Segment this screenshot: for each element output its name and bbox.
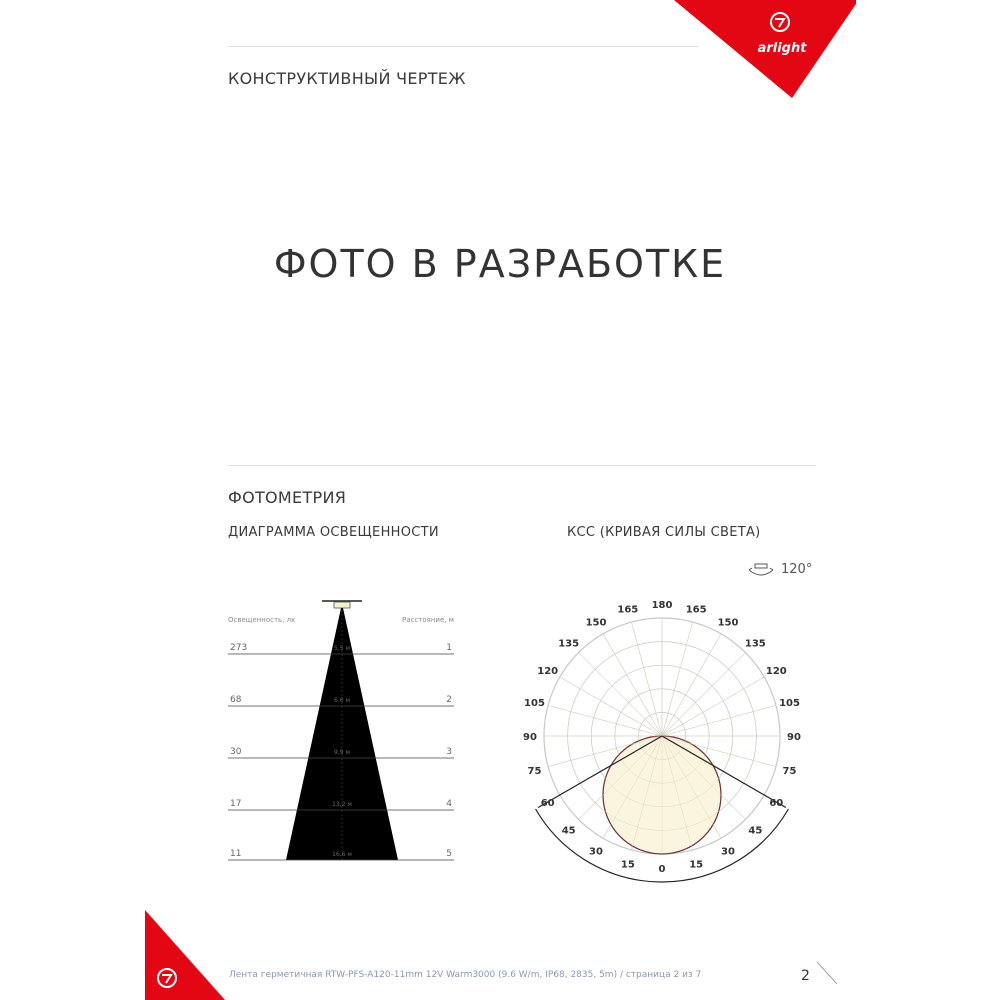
angle-label: 135 — [558, 638, 580, 650]
logo-text: arlight — [757, 41, 807, 56]
svg-text:1: 1 — [446, 643, 452, 653]
angle-label: 0 — [658, 864, 666, 875]
angle-label: 105 — [524, 697, 545, 709]
polar-spoke-overlay — [548, 705, 662, 736]
angle-label: 45 — [748, 825, 763, 837]
luminous-intensity-title: КСС (КРИВАЯ СИЛЫ СВЕТА) — [567, 525, 761, 540]
polar-grid — [536, 618, 789, 882]
polar-spoke-overlay — [631, 622, 662, 736]
svg-text:4: 4 — [446, 799, 452, 809]
beam-angle-value: 120° — [781, 562, 813, 577]
angle-label: 15 — [689, 859, 704, 871]
section-divider — [228, 465, 816, 466]
polar-spoke-overlay — [662, 622, 693, 736]
illuminance-diagram-title: ДИАГРАММА ОСВЕЩЕННОСТИ — [228, 525, 439, 540]
angle-label: 135 — [744, 638, 766, 650]
angle-label: 30 — [721, 846, 735, 858]
svg-text:273: 273 — [230, 643, 248, 653]
svg-text:16,6 м: 16,6 м — [332, 851, 352, 858]
svg-text:11: 11 — [230, 849, 242, 859]
header-divider — [228, 46, 698, 47]
angle-label: 90 — [787, 732, 801, 743]
angle-label: 15 — [620, 859, 635, 871]
page-number: 2 — [801, 968, 810, 984]
angle-label: 90 — [523, 732, 537, 743]
angle-label: 150 — [585, 617, 607, 629]
photo-placeholder: ФОТО В РАЗРАБОТКЕ — [273, 242, 727, 286]
polar-spoke-overlay — [662, 705, 776, 736]
svg-text:30: 30 — [230, 747, 242, 757]
illuminance-diagram — [226, 592, 458, 872]
polar-spoke-overlay — [662, 634, 721, 736]
polar-spoke-overlay — [662, 677, 764, 736]
angle-label: 30 — [589, 846, 603, 858]
angle-label: 165 — [685, 604, 707, 616]
svg-text:5: 5 — [446, 849, 452, 859]
angle-label: 75 — [782, 766, 797, 778]
angle-label: 60 — [769, 798, 784, 809]
polar-intensity-diagram — [515, 595, 810, 890]
svg-text:68: 68 — [230, 695, 242, 705]
angle-label: 120 — [765, 666, 787, 677]
svg-text:5,5 м: 5,5 м — [334, 645, 350, 652]
page-corner-mark — [815, 960, 839, 986]
footer-caption: Лента герметичная RTW-PFS-A120-11mm 12V Warm3000 (9.6 W/m, IP68, 2835, 5m) / страница 2 из 7 — [229, 970, 702, 980]
svg-text:6,6 м: 6,6 м — [334, 697, 350, 704]
svg-text:2: 2 — [446, 695, 452, 705]
svg-text:9,9 м: 9,9 м — [334, 749, 350, 756]
svg-text:3: 3 — [446, 747, 452, 757]
svg-text:13,2 м: 13,2 м — [332, 801, 352, 808]
polar-spoke-overlay — [603, 634, 662, 736]
polar-spoke-overlay — [579, 653, 662, 736]
angle-label: 180 — [651, 600, 673, 611]
svg-text:17: 17 — [230, 799, 242, 809]
angle-label: 105 — [779, 697, 800, 709]
polar-spoke-overlay — [560, 677, 662, 736]
angle-label: 75 — [527, 766, 542, 778]
beam-angle-icon — [746, 560, 776, 580]
section-title-construction: КОНСТРУКТИВНЫЙ ЧЕРТЕЖ — [228, 69, 466, 88]
brand-logo — [670, 0, 860, 100]
section-title-photometry: ФОТОМЕТРИЯ — [228, 488, 347, 507]
footer-logo — [145, 910, 225, 1000]
polar-spoke-overlay — [662, 653, 745, 736]
illuminance-left-header: Освещенность, лк — [228, 616, 296, 624]
illuminance-right-header: Расстояние, м — [402, 616, 454, 624]
angle-label: 45 — [561, 825, 576, 837]
angle-label: 165 — [617, 604, 639, 616]
angle-label: 150 — [717, 617, 739, 629]
angle-label: 120 — [537, 666, 559, 677]
led-fixture — [334, 602, 350, 608]
angle-label: 60 — [540, 798, 555, 809]
